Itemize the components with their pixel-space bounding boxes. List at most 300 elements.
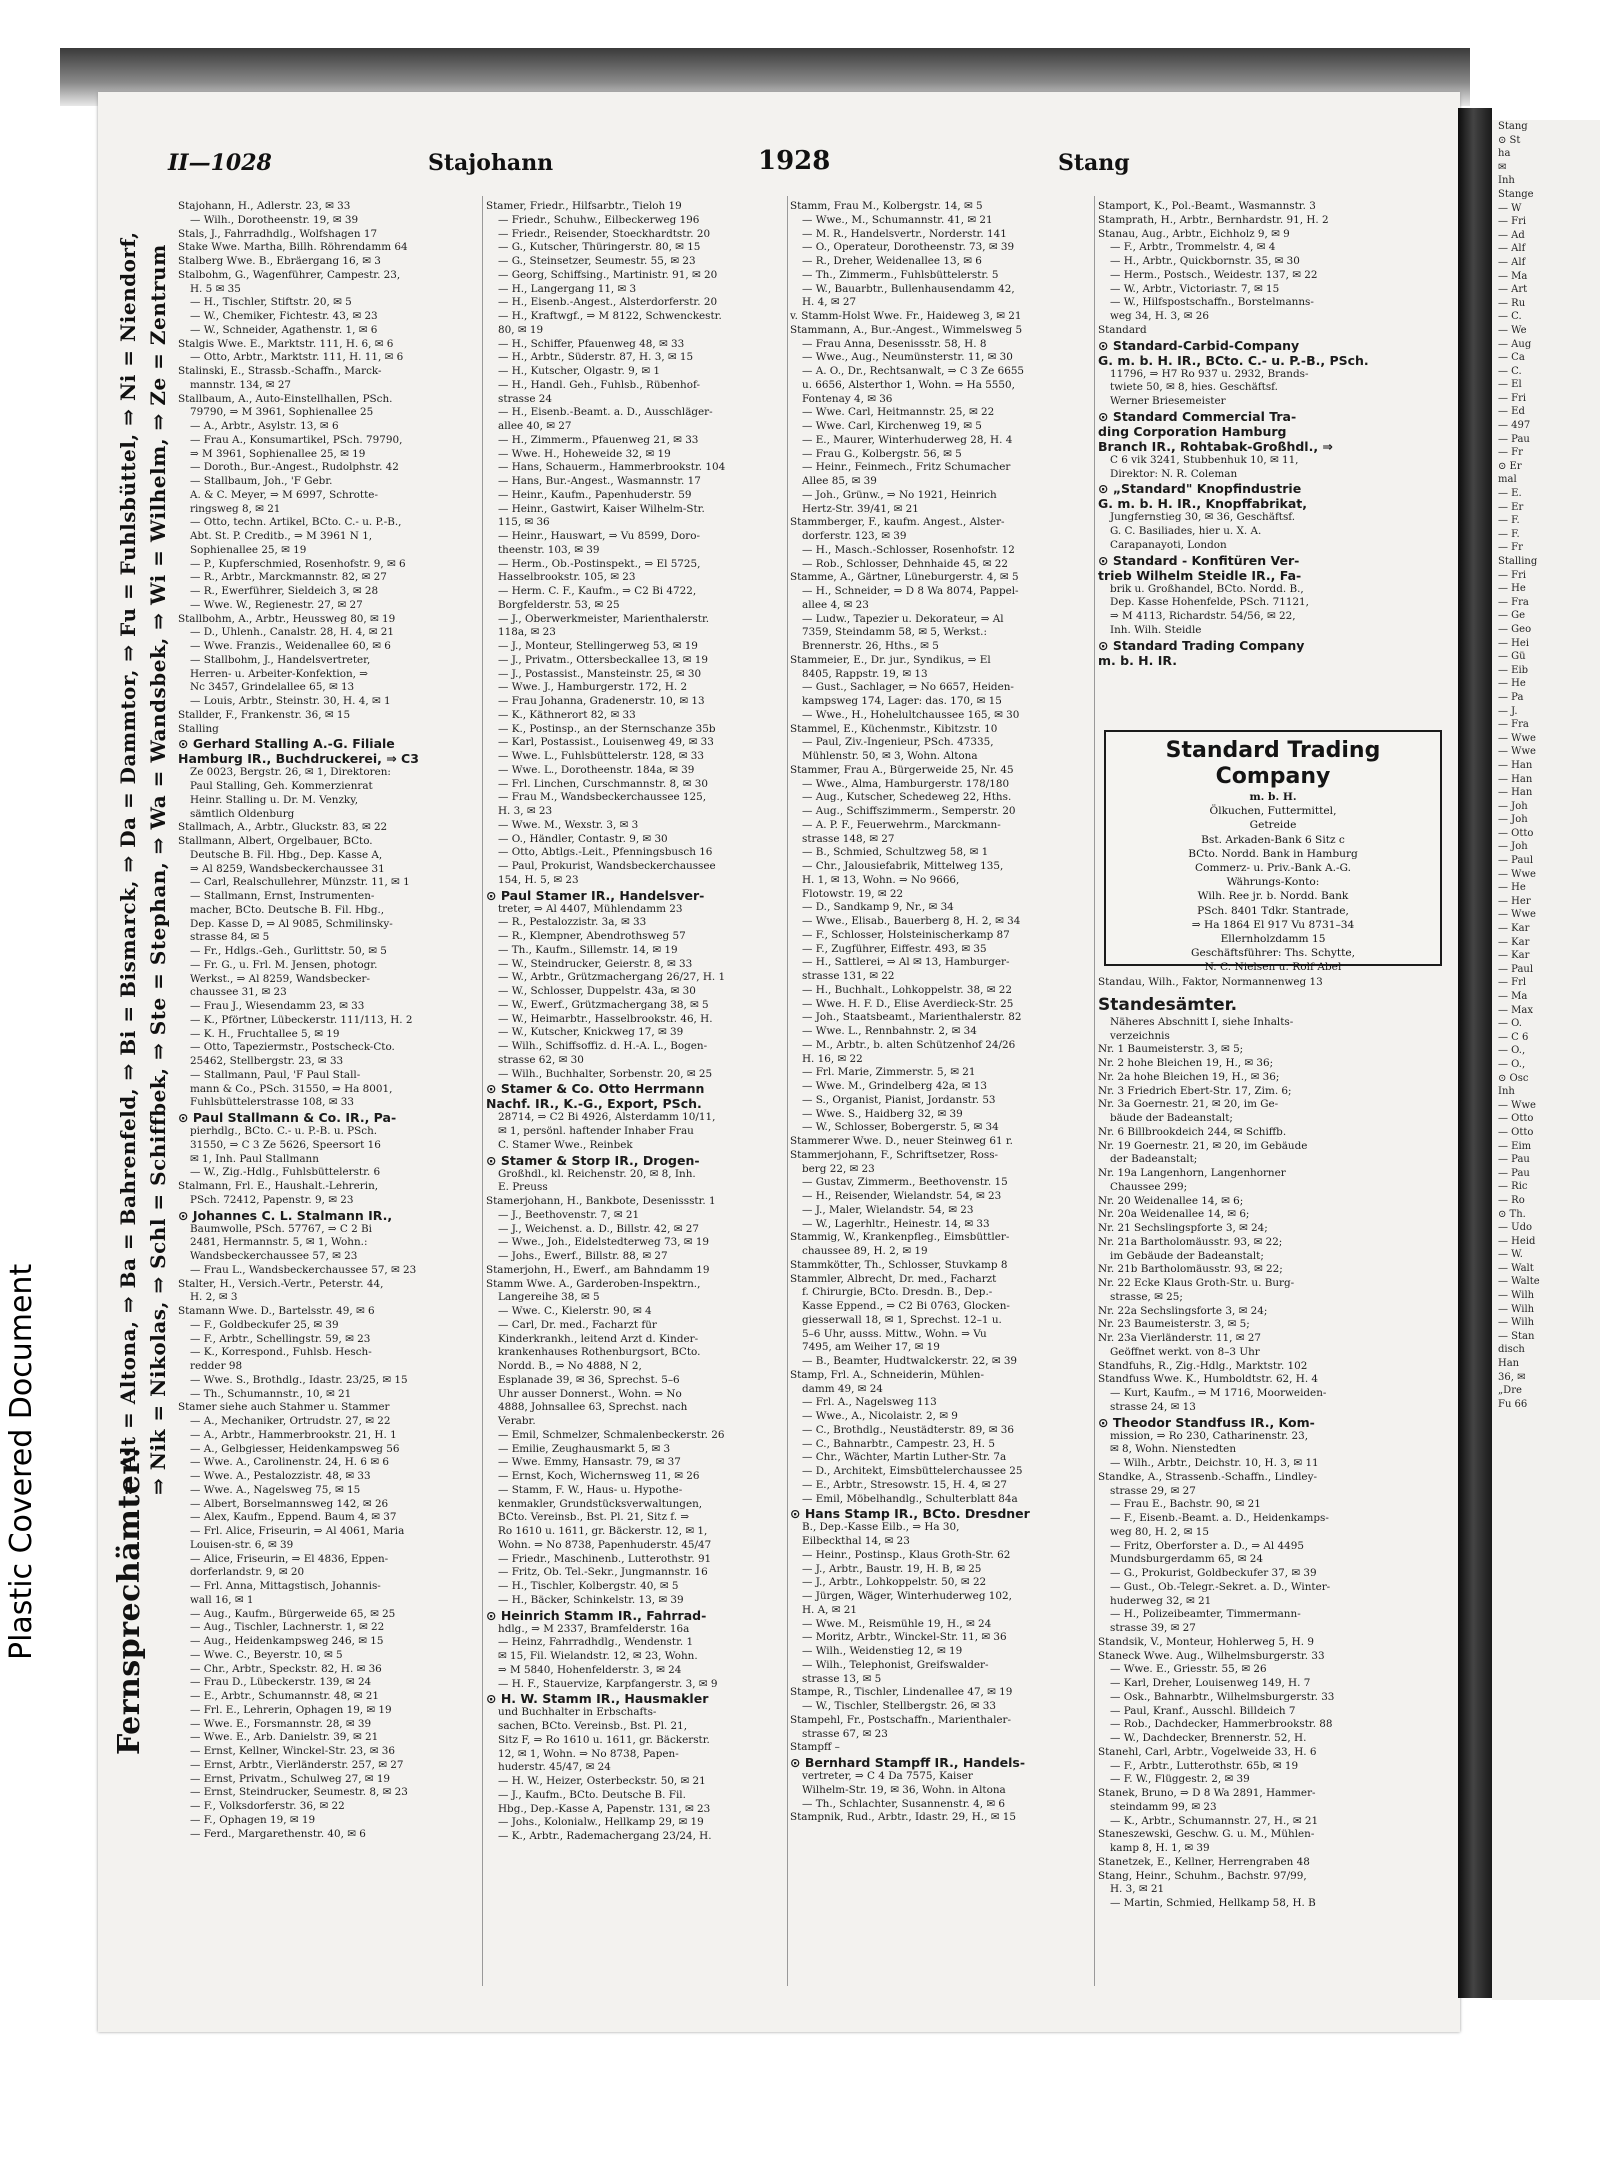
directory-entry: Nr. 21 Sechslingspforte 3, ✉ 24;	[1098, 1222, 1268, 1234]
directory-entry: ✉ 15, Fil. Wielandstr. 12, ✉ 23, Wohn.	[498, 1650, 698, 1662]
directory-entry: — Wwe. A., Carolinenstr. 24, H. 6 ✉ 6	[190, 1456, 389, 1469]
firm-entry: ⊙ Bernhard Stampff IR., Handels-	[790, 1755, 1026, 1770]
directory-entry: v. Stamm-Holst Wwe. Fr., Haideweg 3, ✉ 21	[790, 310, 1022, 322]
next-page-fragment: — O.,	[1498, 1045, 1526, 1057]
directory-entry: Werner Briesemeister	[1110, 395, 1226, 407]
directory-entry: — Wilh., Arbtr., Deichstr. 10, H. 3, ✉ 11	[1110, 1457, 1319, 1469]
directory-entry: Wohn. ⇒ No 8738, Papenhuderstr. 45/47	[498, 1538, 712, 1551]
next-page-fragment: — Pa	[1498, 691, 1524, 703]
next-page-fragment: — Max	[1498, 1004, 1534, 1016]
directory-entry: Stamann Wwe. D., Bartelsstr. 49, ✉ 6	[178, 1305, 375, 1317]
next-page-fragment: — Han	[1498, 787, 1533, 799]
firm-entry: ⊙ Standard-Carbid-Company	[1098, 337, 1300, 353]
firm-entry: trieb Wilhelm Steidle IR., Fa-	[1098, 567, 1302, 583]
directory-entry: Stallbaum, A., Auto-Einstellhallen, PSch.	[178, 392, 393, 405]
directory-entry: — Joh., Grünw., ⇒ No 1921, Heinrich	[802, 488, 997, 501]
directory-entry: — Frl. E., Lehrerin, Ophagen 19, ✉ 19	[190, 1703, 392, 1716]
directory-entry: verzeichnis	[1110, 1029, 1170, 1042]
next-page-fragment: Stalling	[1498, 556, 1538, 567]
directory-entry: — Aug., Kaufm., Bürgerweide 65, ✉ 25	[190, 1607, 396, 1620]
directory-entry: der Badeanstalt;	[1110, 1153, 1198, 1166]
directory-entry: — W., Arbtr., Victoriastr. 7, ✉ 15	[1110, 282, 1280, 295]
directory-entry: — R., Ewerführer, Sieldeich 3, ✉ 28	[190, 585, 379, 597]
firm-entry: ⊙ Standard - Konfitüren Ver-	[1098, 552, 1300, 568]
directory-entry: C 6 vik 3241, Stubbenhuk 10, ✉ 11,	[1110, 453, 1299, 466]
firm-entry: ⊙ H. W. Stamm IR., Hausmakler	[486, 1691, 709, 1707]
directory-entry: Langereihe 38, ✉ 5	[498, 1291, 600, 1304]
directory-entry: 8405, Rappstr. 19, ✉ 13	[802, 667, 928, 680]
directory-entry: — W., Heimarbtr., Hasselbrookstr. 46, H.	[498, 1012, 713, 1025]
directory-entry: — H., Eisenb.-Beamt. a. D., Ausschläger-	[498, 406, 713, 419]
directory-entry: wall 16, ✉ 1	[190, 1593, 254, 1606]
directory-entry: Inh. Wilh. Steidle	[1110, 623, 1202, 636]
next-page-fragment: — E.	[1498, 488, 1522, 500]
directory-entry: — Frau Anna, Desenissstr. 58, H. 8	[802, 337, 987, 350]
column-rule	[1094, 196, 1095, 1986]
next-page-fragment: — Wwe	[1498, 868, 1536, 880]
directory-entry: Großhdl., kl. Reichenstr. 20, ✉ 8, Inh.	[498, 1167, 696, 1180]
directory-entry: Stallmann, Albert, Orgelbauer, BCto.	[178, 835, 373, 847]
directory-entry: — Frau A., Konsumartikel, PSch. 79790,	[190, 433, 403, 446]
directory-entry: Stallder, F., Frankenstr. 36, ✉ 15	[178, 708, 351, 721]
directory-entry: — Otto, techn. Artikel, BCto. C.- u. P.-B.,	[190, 516, 402, 529]
directory-entry: Ro 1610 u. 1611, gr. Bäckerstr. 12, ✉ 1,	[498, 1525, 708, 1537]
directory-entry: — Wwe. M., Reismühle 19, H., ✉ 24	[802, 1617, 992, 1630]
directory-entry: strasse 13, ✉ 5	[802, 1672, 882, 1685]
next-page-fragment: „Dre	[1498, 1385, 1522, 1397]
next-page-fragment: Fu 66	[1498, 1398, 1528, 1410]
firm-entry: ⊙ Standard Trading Company	[1098, 637, 1305, 653]
firm-entry: G. m. b. H. IR., BCto. C.- u. P.-B., PSch.	[1098, 352, 1369, 368]
directory-entry: — Aug., Tischler, Lachnerstr. 1, ✉ 22	[190, 1621, 385, 1634]
directory-entry: — Wwe. E., Griesstr. 55, ✉ 26	[1110, 1663, 1267, 1676]
directory-entry: — H., Langergang 11, ✉ 3	[498, 282, 637, 295]
directory-entry: — G., Prokurist, Goldbeckufer 37, ✉ 39	[1110, 1567, 1317, 1579]
directory-entry: — Stallbohm, J., Handelsvertreter,	[190, 653, 371, 666]
column-rule	[482, 196, 483, 1986]
directory-entry: 4888, Johnsallee 63, Sprechst. nach	[498, 1401, 688, 1414]
directory-entry: — R., Arbtr., Marckmannstr. 82, ✉ 27	[190, 571, 387, 584]
book-gutter	[1458, 108, 1492, 1998]
directory-entry: strasse 148, ✉ 27	[802, 832, 895, 845]
directory-entry: Sophienallee 25, ✉ 19	[190, 543, 307, 556]
next-page-fragment: — He	[1498, 678, 1526, 690]
column-4-lower	[1098, 976, 1448, 1996]
directory-entry: Stang, Heinr., Schuhm., Bachstr. 97/99,	[1098, 1869, 1307, 1882]
next-page-fragment: mal	[1498, 474, 1517, 486]
directory-entry: — F., Ophagen 19, ✉ 19	[190, 1813, 316, 1826]
directory-entry: Näheres Abschnitt I, siehe Inhalts-	[1110, 1015, 1294, 1028]
directory-entry: — H., Schiffer, Pfauenweg 48, ✉ 33	[498, 337, 685, 350]
directory-entry: — Kurt, Kaufm., ⇒ M 1716, Moorweiden-	[1110, 1387, 1327, 1399]
directory-entry: — A., Mechaniker, Ortrudstr. 27, ✉ 22	[190, 1415, 391, 1427]
next-page-fragment: — Alf	[1498, 243, 1526, 255]
directory-entry: Stamme, A., Gärtner, Lüneburgerstr. 4, ✉ 5	[790, 571, 1019, 584]
directory-entry: — Wwe. A., Pestalozzistr. 48, ✉ 33	[190, 1470, 371, 1482]
directory-entry: Stamm, Frau M., Kolbergstr. 14, ✉ 5	[790, 200, 983, 212]
next-page-fragment: — Gü	[1498, 651, 1526, 663]
directory-entry: — H., Arbtr., Quickbornstr. 35, ✉ 30	[1110, 255, 1300, 267]
directory-entry: Nr. 22a Sechslingsforte 3, ✉ 24;	[1098, 1304, 1268, 1317]
directory-entry: — Stallbaum, Joh., 'F Gebr.	[190, 475, 333, 487]
directory-entry: — Wwe. S., Haidberg 32, ✉ 39	[802, 1107, 963, 1120]
directory-entry: u. 6656, Alsterthor 1, Wohn. ⇒ Ha 5550,	[802, 378, 1015, 391]
directory-entry: — Frau L., Wandsbeckerchaussee 57, ✉ 23	[190, 1263, 417, 1276]
directory-entry: ⇒ Al 8259, Wandsbeckerchaussee 31	[190, 862, 385, 875]
directory-entry: — Heinr., Kaufm., Papenhuderstr. 59	[498, 488, 692, 501]
directory-entry: Stajohann, H., Adlerstr. 23, ✉ 33	[178, 200, 351, 212]
directory-entry: Stammig, W., Krankenpfleg., Eimsbüttler-	[790, 1231, 1010, 1244]
directory-entry: PSch. 72412, Papenstr. 9, ✉ 23	[190, 1193, 354, 1206]
directory-entry: theenstr. 103, ✉ 39	[498, 543, 600, 556]
directory-entry: 79790, ⇒ M 3961, Sophienallee 25	[190, 406, 374, 419]
directory-entry: — R., Dreher, Weidenallee 13, ✉ 6	[802, 255, 982, 267]
directory-entry: 31550, ⇒ C 3 Ze 5626, Speersort 16	[190, 1138, 381, 1151]
directory-entry: — Hans, Schauerm., Hammerbrookstr. 104	[498, 461, 726, 474]
directory-entry: — Fr., Hdlgs.-Geh., Gurlittstr. 50, ✉ 5	[190, 945, 387, 957]
ad-line: PSch. 8401 Tdkr. Stantrade,	[1197, 904, 1349, 917]
directory-entry: ⇒ M 5840, Hohenfelderstr. 3, ✉ 24	[498, 1663, 682, 1676]
strip-title: Fernsprechämter:	[112, 1446, 147, 1755]
directory-entry: — Th., Schlachter, Susannenstr. 4, ✉ 6	[802, 1797, 1005, 1810]
firm-entry: ⊙ Hans Stamp IR., BCto. Dresdner	[790, 1506, 1030, 1522]
column-3	[790, 200, 1090, 2000]
ad-line: Bst. Arkaden-Bank 6 Sitz c	[1201, 833, 1345, 846]
directory-entry: — F., Goldbeckufer 25, ✉ 39	[190, 1318, 339, 1331]
ad-line: Getreide	[1249, 819, 1297, 832]
directory-entry: Stals, J., Fahrradhdlg., Wolfshagen 17	[178, 227, 378, 240]
directory-entry: — W., Arbtr., Grützmachergang 26/27, H. 1	[498, 971, 726, 984]
next-page-fragment: — Otto	[1498, 827, 1534, 839]
directory-entry: — Wwe., A., Nicolaistr. 2, ✉ 9	[802, 1410, 958, 1422]
next-page-fragment: — He	[1498, 583, 1526, 595]
directory-entry: — F., Schlosser, Holsteinischerkamp 87	[802, 928, 1010, 941]
directory-entry: — Rob., Dachdecker, Hammerbrookstr. 88	[1110, 1718, 1333, 1731]
side-label-text: Plastic Covered Document	[4, 1263, 39, 1660]
directory-entry: 115, ✉ 36	[498, 516, 550, 529]
directory-entry: Heinr. Stalling u. Dr. M. Venzky,	[190, 793, 359, 806]
directory-entry: vertreter, ⇒ C 4 Da 7575, Kaiser	[802, 1770, 973, 1782]
next-page-fragment: — W.	[1498, 1249, 1523, 1261]
directory-entry: kenmakler, Grundstücksverwaltungen,	[498, 1497, 703, 1510]
directory-entry: — G., Kutscher, Thüringerstr. 80, ✉ 15	[498, 241, 701, 254]
directory-entry: Brennerstr. 26, Hths., ✉ 5	[802, 640, 939, 652]
directory-entry: Stake Wwe. Martha, Billh. Röhrendamm 64	[178, 241, 408, 254]
directory-entry: Hbg., Dep.-Kasse A, Papenstr. 131, ✉ 23	[498, 1802, 711, 1815]
directory-entry: ringsweg 8, ✉ 21	[190, 502, 281, 515]
directory-entry: — H., Zimmerm., Pfauenweg 21, ✉ 33	[498, 433, 699, 446]
directory-entry: Stammann, A., Bur.-Angest., Wimmelsweg 5	[790, 323, 1023, 336]
directory-entry: Dep. Kasse D, ⇒ Al 9085, Schmilinsky-	[190, 917, 393, 930]
next-page-fragment: — Fri	[1498, 216, 1527, 228]
directory-entry: — Chr., Arbtr., Speckstr. 82, H. ✉ 36	[190, 1662, 382, 1675]
directory-entry: Geöffnet werkt. von 8–3 Uhr	[1110, 1345, 1260, 1358]
firm-entry: ⊙ Heinrich Stamm IR., Fahrrad-	[486, 1607, 707, 1623]
directory-entry: — Herm., Ob.-Postinspekt., ⇒ El 5725,	[498, 557, 701, 570]
directory-entry: — Wwe., Alma, Hamburgerstr. 178/180	[802, 777, 1010, 790]
next-page-fragment: — Her	[1498, 895, 1531, 907]
directory-entry: pierhdlg., BCto. C.- u. P.-B. u. PSch.	[190, 1125, 378, 1137]
strip-line-2: ⇒ Nik = Nikolas, ⇒ Schl = Schiffbek, ⇒ Ste = Stephan, ⇒ Wa = Wandsbek, ⇒ Wi = Wilhelm, ⇒ Ze = Zentrum	[146, 244, 170, 1495]
directory-entry: allee 4, ✉ 23	[802, 598, 869, 611]
directory-entry: Stalinski, E., Strassb.-Schaffn., Marck-	[178, 365, 382, 377]
directory-entry: im Gebäude der Badeanstalt;	[1110, 1249, 1264, 1262]
directory-entry: — O., Händler, Contastr. 9, ✉ 30	[498, 832, 668, 845]
directory-entry: Stamerjohn, H., Ewerf., am Bahndamm 19	[486, 1263, 710, 1276]
directory-entry: — Carl, Dr. med., Facharzt für	[498, 1318, 657, 1331]
directory-entry: — Aug., Kutscher, Schedeweg 22, Hths.	[802, 791, 1012, 804]
directory-entry: 118a, ✉ 23	[498, 626, 556, 639]
next-page-fragment: — W	[1498, 202, 1522, 214]
directory-entry: — Heinz, Fahrradhdlg., Wendenstr. 1	[498, 1636, 694, 1649]
directory-entry: — H., Tischler, Kolbergstr. 40, ✉ 5	[498, 1580, 679, 1592]
directory-entry: A. & C. Meyer, ⇒ M 6997, Schrotte-	[190, 488, 378, 501]
directory-entry: Uhr ausser Donnerst., Wohn. ⇒ No	[498, 1387, 682, 1400]
directory-entry: Jungfernstieg 30, ✉ 36, Geschäftsf.	[1110, 511, 1296, 524]
next-page-fragment: — Pau	[1498, 1154, 1530, 1166]
directory-entry: Nr. 21a Bartholomäusstr. 93, ✉ 22;	[1098, 1235, 1283, 1248]
directory-entry: Mundsburgerdamm 65, ✉ 24	[1110, 1553, 1263, 1566]
directory-entry: — W., Kutscher, Knickweg 17, ✉ 39	[498, 1026, 684, 1039]
directory-entry: C. Stamer Wwe., Reinbek	[498, 1138, 633, 1151]
directory-entry: H. 3, ✉ 23	[498, 805, 553, 817]
directory-entry: Herren- u. Arbeiter-Konfektion, ⇒	[190, 667, 368, 680]
directory-entry: Wilhelm-Str. 19, ✉ 36, Wohn. in Altona	[802, 1783, 1006, 1796]
directory-entry: — Gust., Sachlager, ⇒ No 6657, Heiden-	[802, 681, 1014, 694]
next-page-fragment: — Otto	[1498, 1126, 1534, 1138]
next-page-fragment: — Fr	[1498, 447, 1523, 459]
directory-entry: — Friedr., Schuhw., Eilbeckerweg 196	[498, 213, 700, 226]
next-page-fragment: — Geo	[1498, 623, 1532, 635]
directory-entry: — Heinr., Postinsp., Klaus Groth-Str. 62	[802, 1548, 1011, 1561]
directory-entry: — Gustav, Zimmerm., Beethovenstr. 15	[802, 1176, 1008, 1189]
directory-entry: Stalberg Wwe. B., Ebräergang 16, ✉ 3	[178, 255, 381, 267]
directory-entry: Standfuhs, R., Zig.-Hdlg., Marktstr. 102	[1098, 1359, 1308, 1372]
directory-entry: — Emilie, Zeughausmarkt 5, ✉ 3	[498, 1442, 671, 1455]
next-page-fragment: — Pau	[1498, 1167, 1530, 1179]
directory-entry: Louisen-str. 6, ✉ 39	[190, 1538, 294, 1551]
next-page-fragment: — Ma	[1498, 991, 1528, 1002]
next-page-fragment: — Wilh	[1498, 1317, 1535, 1329]
directory-entry: Stamer, Friedr., Hilfsarbtr., Tieloh 19	[486, 200, 682, 212]
page-number: II—1028	[168, 150, 272, 176]
ad-line: ⇒ Ha 1864 El 917 Vu 8731–34	[1191, 918, 1355, 931]
directory-entry: 7359, Steindamm 58, ✉ 5, Werkst.:	[802, 626, 987, 639]
directory-entry: Chaussee 299;	[1110, 1180, 1188, 1193]
directory-entry: — Wwe., Aug., Neumünsterstr. 11, ✉ 30	[802, 351, 1013, 364]
directory-entry: — M., Arbtr., b. alten Schützenhof 24/26	[802, 1038, 1016, 1051]
directory-entry: — Martin, Schmied, Hellkamp 58, H. B	[1110, 1897, 1316, 1909]
next-page-fragment: — Otto	[1498, 1113, 1534, 1125]
directory-entry: kamp 8, H. 1, ✉ 39	[1110, 1842, 1210, 1854]
directory-entry: Standau, Wilh., Faktor, Normannenweg 13	[1098, 976, 1323, 988]
directory-entry: strasse 39, ✉ 27	[1110, 1622, 1196, 1634]
directory-entry: — Ernst, Kellner, Winckel-Str. 23, ✉ 36	[190, 1745, 395, 1757]
next-page-fragment: — Ru	[1498, 297, 1526, 309]
directory-entry: — Wwe. L., Rennbahnstr. 2, ✉ 34	[802, 1025, 977, 1037]
next-page-fragment: — Wilh	[1498, 1290, 1535, 1302]
directory-entry: weg 34, H. 3, ✉ 26	[1110, 310, 1209, 322]
next-page-fragment: — Paul	[1498, 963, 1534, 975]
directory-entry: steindamm 99, ✉ 23	[1110, 1800, 1217, 1813]
directory-entry: strasse 24, ✉ 13	[1110, 1400, 1196, 1413]
directory-entry: — J., Oberwerkmeister, Marienthalerstr.	[498, 612, 710, 625]
directory-entry: — Wwe. H. F. D., Elise Averdieck-Str. 25	[802, 997, 1014, 1010]
directory-entry: Kinderkrankh., leitend Arzt d. Kinder-	[498, 1332, 699, 1345]
directory-entry: — Frau E., Bachstr. 90, ✉ 21	[1110, 1498, 1261, 1511]
directory-entry: — Wilh., Telephonist, Greifswalder-	[802, 1658, 989, 1671]
firm-entry: ⊙ Paul Stallmann & Co. IR., Pa-	[178, 1110, 397, 1125]
directory-entry: huderweg 32, ✉ 21	[1110, 1594, 1212, 1607]
directory-entry: — H., Eisenb.-Angest., Alsterdorferstr. 20	[498, 296, 718, 309]
firm-entry: G. m. b. H. IR., Knopffabrikat,	[1098, 496, 1308, 512]
firm-entry: m. b. H. IR.	[1098, 652, 1177, 668]
directory-entry: — H., Bäcker, Schinkelstr. 13, ✉ 39	[498, 1593, 684, 1606]
telephone-exchange-strip	[112, 231, 172, 1755]
directory-entry: f. Chirurgie, BCto. Dresdn. B., Dep.-	[802, 1286, 993, 1299]
firm-entry: ⊙ Theodor Standfuss IR., Kom-	[1098, 1414, 1315, 1430]
ad-title: Standard Trading Company	[1165, 738, 1381, 789]
directory-entry: Stampehl, Fr., Postschaffn., Marienthaler-	[790, 1713, 1012, 1726]
next-page-fragment: — Wwe	[1498, 732, 1536, 744]
directory-entry: — H., Kraftwgf., ⇒ M 8122, Schwenckestr.	[498, 310, 722, 322]
directory-entry: twiete 50, ✉ 8, hies. Geschäftsf.	[1110, 381, 1278, 394]
next-page-fragment: — Wwe	[1498, 1099, 1536, 1111]
directory-entry: — Stamm, F. W., Haus- u. Hypothe-	[498, 1483, 683, 1496]
directory-entry: — Herm., Postsch., Weidestr. 137, ✉ 22	[1110, 268, 1318, 281]
directory-entry: — Otto, Arbtr., Marktstr. 111, H. 11, ✉ 6	[190, 351, 404, 364]
next-page-fragment: — Udo	[1498, 1222, 1533, 1234]
ad-line: Währungs-Konto:	[1226, 876, 1320, 889]
firm-entry: Branch IR., Rohtabak-Großhdl., ⇒	[1098, 438, 1333, 454]
directory-entry: — K., Arbtr., Rademachergang 23/24, H.	[498, 1830, 712, 1842]
directory-entry: sachen, BCto. Vereinsb., Bst. Pl. 21,	[498, 1720, 688, 1732]
directory-entry: Direktor: N. R. Coleman	[1110, 467, 1238, 480]
directory-entry: — J., Postassist., Mansteinstr. 25, ✉ 30	[498, 667, 702, 680]
directory-entry: — Wwe. W., Regienestr. 27, ✉ 27	[190, 598, 363, 611]
directory-entry: Hertz-Str. 39/41, ✉ 21	[802, 502, 919, 515]
directory-entry: 11796, ⇒ H7 Ro 937 u. 2932, Brands-	[1110, 367, 1309, 380]
directory-entry: — Frau D., Lübeckerstr. 139, ✉ 24	[190, 1676, 372, 1689]
directory-entry: — W., Zig.-Hdlg., Fuhlsbüttelerstr. 6	[190, 1166, 381, 1179]
directory-entry: — S., Organist, Pianist, Jordanstr. 53	[802, 1093, 996, 1106]
directory-entry: H. 3, ✉ 21	[1110, 1883, 1165, 1896]
next-page-fragment: — C.	[1498, 311, 1522, 323]
directory-entry: — K., Arbtr., Schumannstr. 27, H., ✉ 21	[1110, 1814, 1319, 1827]
directory-entry: H. 1, ✉ 13, Wohn. ⇒ No 9666,	[802, 873, 960, 886]
directory-entry: Eilbeckthal 14, ✉ 23	[802, 1535, 910, 1547]
directory-entry: — Th., Schumannstr., 10, ✉ 21	[190, 1387, 352, 1400]
directory-entry: — J., Weichenst. a. D., Billstr. 42, ✉ 27	[498, 1222, 700, 1235]
directory-entry: Stammer, Frau A., Bürgerweide 25, Nr. 45	[790, 763, 1014, 776]
directory-entry: — W., Dachdecker, Brennerstr. 52, H.	[1110, 1732, 1307, 1744]
next-page-fragment: — Alf	[1498, 256, 1526, 268]
directory-entry: Nr. 19a Langenhorn, Langenhorner	[1098, 1167, 1286, 1179]
directory-entry: — Stallmann, Ernst, Instrumenten-	[190, 890, 375, 902]
directory-entry: Stalling	[178, 722, 219, 735]
ad-line: N. C. Nielsen u. Rolf Abel	[1204, 961, 1342, 974]
next-page-fragment: — O.,	[1498, 1058, 1526, 1070]
directory-entry: — Jürgen, Wäger, Winterhuderweg 102,	[802, 1590, 1012, 1602]
directory-entry: — H., Schneider, ⇒ D 8 Wa 8074, Pappel-	[802, 585, 1019, 597]
directory-entry: 25462, Stellbergstr. 23, ✉ 33	[190, 1055, 344, 1067]
next-page-fragment: — F.	[1498, 528, 1520, 540]
directory-entry: Nr. 2a hohe Bleichen 19, H., ✉ 36;	[1098, 1070, 1280, 1083]
directory-entry: — J., Kaufm., BCto. Deutsche B. Fil.	[498, 1788, 686, 1801]
directory-entry: E. Preuss	[498, 1181, 548, 1194]
directory-entry: — Wwe. S., Brothdlg., Idastr. 23/25, ✉ 15	[190, 1373, 408, 1386]
ad-line: Ölkuchen, Futtermittel,	[1209, 805, 1337, 818]
directory-entry: chaussee 31, ✉ 23	[190, 986, 287, 999]
firm-entry: ⊙ „Standard" Knopfindustrie	[1098, 481, 1302, 497]
directory-entry: — H., Masch.-Schlosser, Rosenhofstr. 12	[802, 543, 1015, 556]
directory-entry: kampsweg 174, Lager: das. 170, ✉ 15	[802, 695, 1002, 707]
directory-entry: Stammler, Albrecht, Dr. med., Facharzt	[790, 1272, 997, 1285]
directory-entry: berg 22, ✉ 23	[802, 1162, 875, 1175]
directory-entry: — Paul, Kranf., Ausschl. Billdeich 7	[1110, 1704, 1296, 1717]
directory-entry: — H., Kutscher, Olgastr. 9, ✉ 1	[498, 365, 660, 377]
directory-entry: — Chr., Jalousiefabrik, Mittelweg 135,	[802, 860, 1004, 872]
directory-entry: — Paul, Ziv.-Ingenieur, PSch. 47335,	[802, 736, 994, 749]
firm-entry: ⊙ Paul Stamer IR., Handelsver-	[486, 887, 705, 903]
directory-entry: B., Dep.-Kasse Eilb., ⇒ Ha 30,	[802, 1521, 960, 1534]
directory-entry: — W., Schlosser, Bobergerstr. 5, ✉ 34	[802, 1121, 999, 1134]
directory-entry: — Paul, Prokurist, Wandsbeckerchaussee	[498, 860, 716, 872]
directory-entry: — Fr. G., u. Frl. M. Jensen, photogr.	[190, 958, 378, 971]
directory-entry: — Emil, Möbelhandlg., Schulterblatt 84a	[802, 1492, 1018, 1505]
directory-entry: damm 49, ✉ 24	[802, 1382, 883, 1395]
next-page-fragment: — Wilh	[1498, 1303, 1535, 1315]
directory-entry: dorferlandstr. 9, ✉ 20	[190, 1566, 305, 1579]
directory-entry: weg 80, H. 2, ✉ 15	[1110, 1525, 1209, 1538]
directory-entry: strasse 62, ✉ 30	[498, 1053, 584, 1066]
next-page-fragment: — C.	[1498, 365, 1522, 377]
directory-entry: brik u. Großhandel, BCto. Nordd. B.,	[1110, 582, 1304, 595]
directory-entry: — Alex, Kaufm., Eppend. Baum 4, ✉ 37	[190, 1511, 397, 1524]
directory-entry: — R., Pestalozzistr. 3a, ✉ 33	[498, 916, 647, 929]
directory-entry: — Wwe. L., Dorotheenstr. 184a, ✉ 39	[498, 763, 695, 776]
directory-entry: — Wwe. C., Kielerstr. 90, ✉ 4	[498, 1305, 652, 1317]
directory-entry: Standfuss Wwe. K., Humboldtstr. 62, H. 4	[1098, 1373, 1319, 1386]
directory-entry: 5–6 Uhr, ausss. Mittw., Wohn. ⇒ Vu	[802, 1327, 987, 1340]
directory-entry: strasse 67, ✉ 23	[802, 1727, 888, 1740]
next-page-fragment: — Ed	[1498, 406, 1525, 418]
firm-entry: ⊙ Standard Commercial Tra-	[1098, 408, 1297, 424]
directory-entry: Nc 3457, Grindelallee 65, ✉ 13	[190, 681, 355, 694]
next-page-fragment: — Fra	[1498, 596, 1529, 608]
directory-entry: — Chr., Wächter, Martin Luther-Str. 7a	[802, 1451, 1007, 1464]
next-page-fragment: — Fri	[1498, 392, 1527, 404]
next-page-fragment: — Walt	[1498, 1262, 1534, 1274]
directory-entry: — Georg, Schiffsing., Martinistr. 91, ✉ 20	[498, 268, 718, 281]
directory-entry: — Wwe. E., Arb. Danielstr. 39, ✉ 21	[190, 1731, 379, 1744]
directory-entry: Stamm Wwe. A., Garderoben-Inspektrn.,	[486, 1277, 701, 1290]
directory-entry: — F., Zugführer, Eiffestr. 493, ✉ 35	[802, 942, 987, 955]
directory-entry: — F., Arbtr., Trommelstr. 4, ✉ 4	[1110, 241, 1276, 254]
directory-entry: Standsik, V., Monteur, Hohlerweg 5, H. 9	[1098, 1635, 1314, 1648]
next-page-fragment: — Eim	[1498, 1140, 1532, 1152]
directory-entry: — O., Operateur, Dorotheenstr. 73, ✉ 39	[802, 241, 1015, 254]
next-page-fragment: — Pau	[1498, 433, 1530, 445]
directory-entry: — W., Schneider, Agathenstr. 1, ✉ 6	[190, 323, 378, 336]
ad-line: Commerz- u. Priv.-Bank A.-G.	[1194, 862, 1351, 875]
directory-entry: Nr. 3 Friedrich Ebert-Str. 17, Zim. 6;	[1098, 1084, 1292, 1097]
directory-entry: Stanetzek, E., Kellner, Herrengraben 48	[1098, 1855, 1310, 1868]
next-page-fragment: — C 6	[1498, 1031, 1529, 1043]
next-page-edge	[1492, 120, 1600, 2000]
next-page-fragment: disch	[1498, 1344, 1525, 1356]
next-page-fragment: — Ma	[1498, 270, 1528, 282]
